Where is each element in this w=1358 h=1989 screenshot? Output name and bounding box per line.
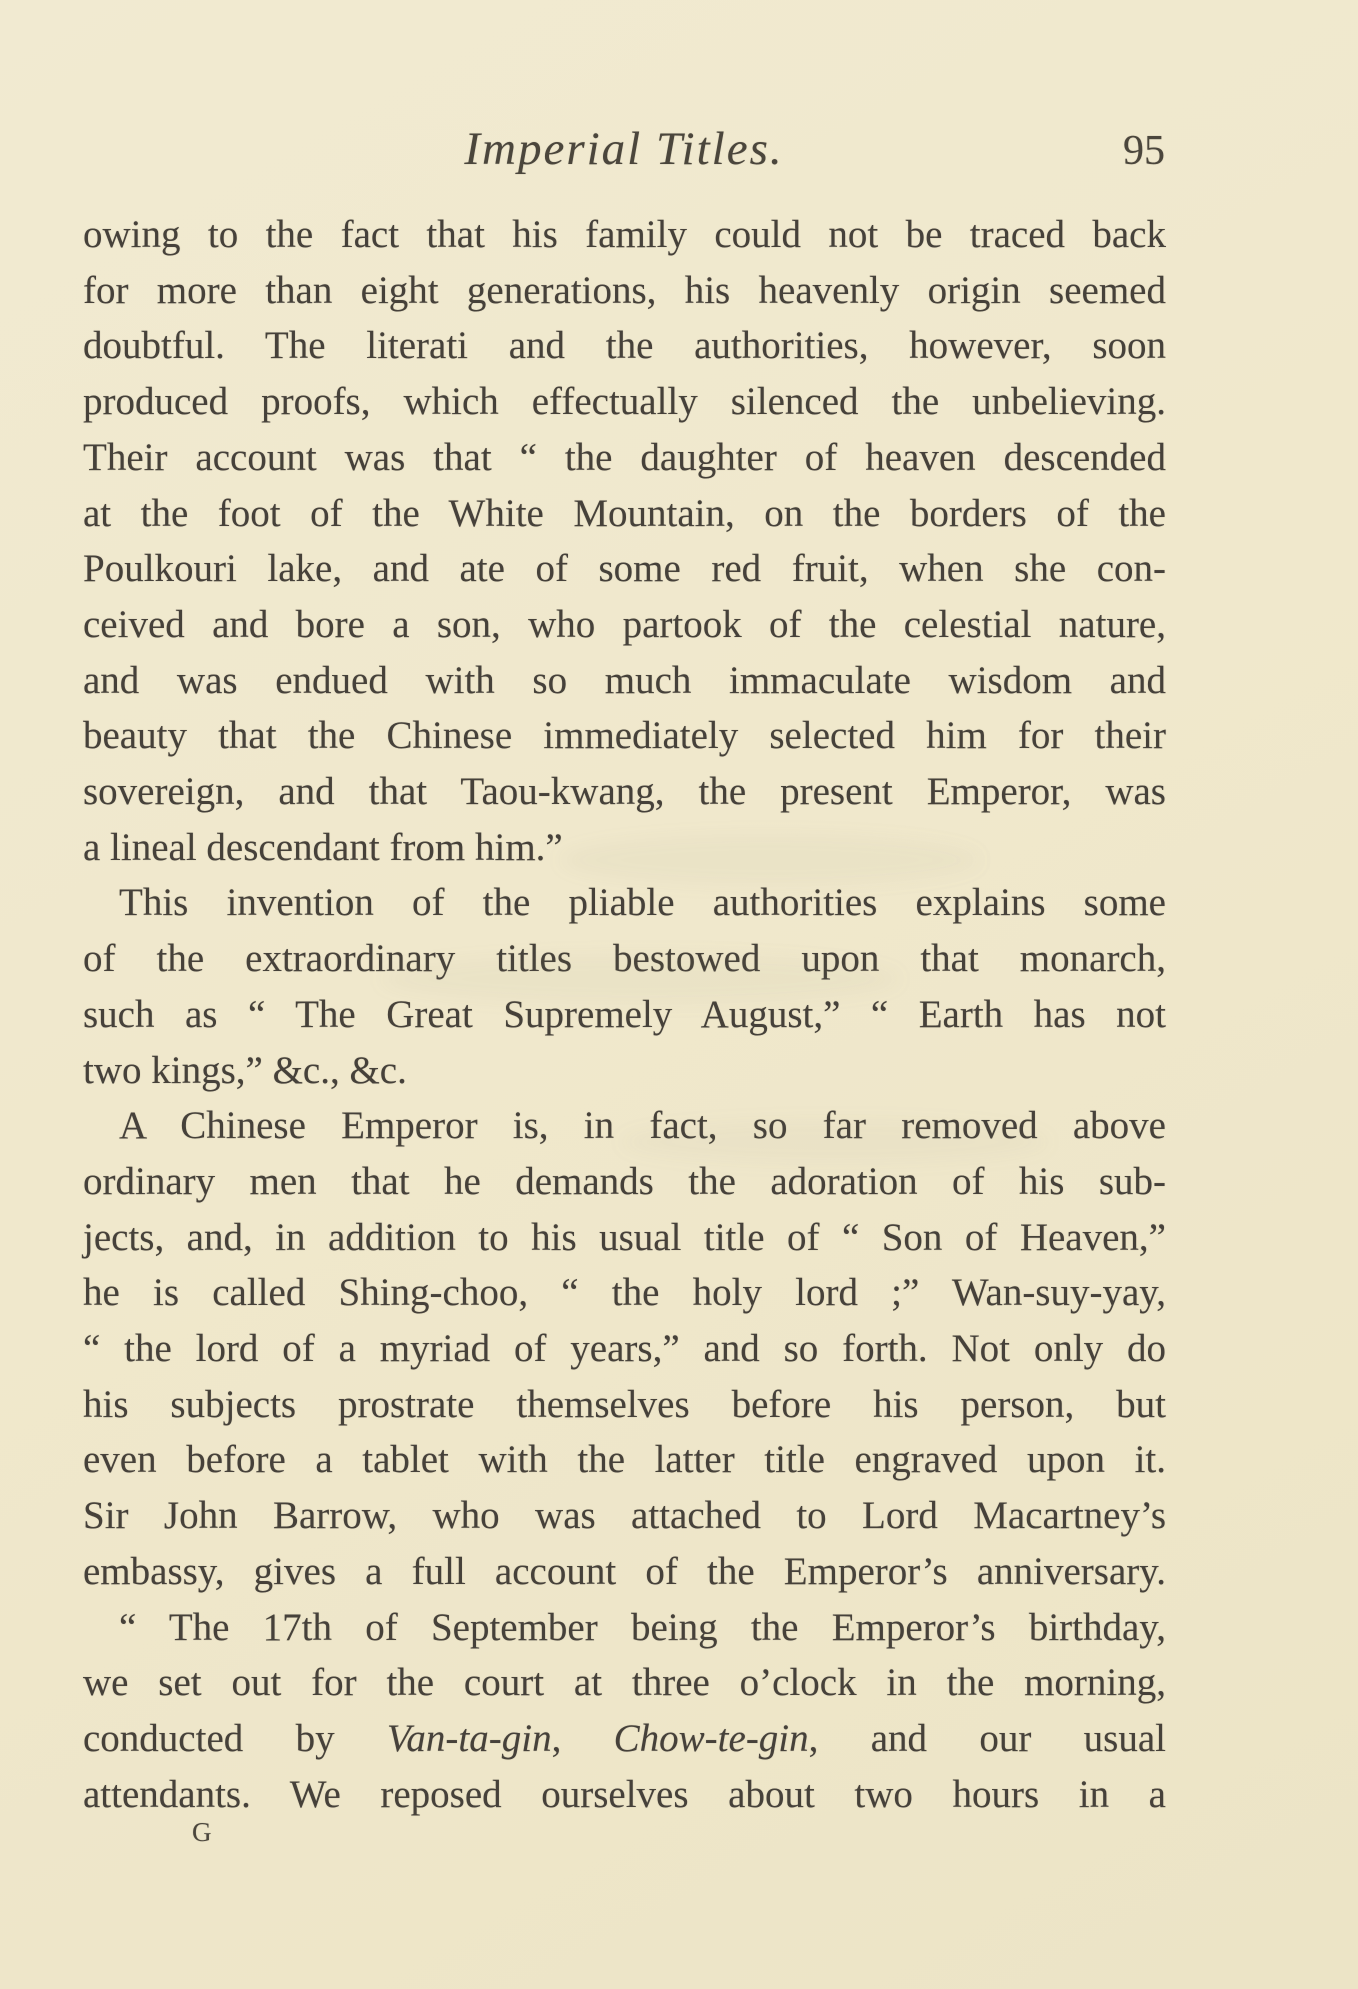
italic-text: Van-ta-gin xyxy=(386,1716,552,1760)
text-line xyxy=(83,374,1166,430)
text-segment: owing to the fact that his family could not be traced back xyxy=(83,213,1166,256)
italic-text: Chow-te-gin xyxy=(613,1716,809,1760)
text-segment: ceived and bore a son, who partook of the celestial nature, xyxy=(83,602,1166,646)
text-segment: he is called Shing-choo, “ the holy lord ;” Wan-suy-yay, xyxy=(83,1271,1166,1315)
text-line xyxy=(83,1767,1166,1823)
text-line xyxy=(83,1488,1166,1544)
text-line xyxy=(83,1544,1166,1600)
text-segment: even before a tablet with the latter title engraved upon it. xyxy=(83,1438,1166,1482)
text-segment: Sir John Barrow, who was attached to Lord Macartney’s xyxy=(83,1494,1166,1538)
text-line xyxy=(83,764,1166,820)
text-segment: sovereign, and that Taou-kwang, the present Emperor, was xyxy=(83,770,1166,814)
text-segment: conducted by xyxy=(83,1716,387,1760)
text-line xyxy=(83,931,1166,987)
text-segment: of the extraordinary titles bestowed upon that monarch, xyxy=(83,937,1166,981)
text-line xyxy=(83,541,1166,597)
text-line xyxy=(83,1210,1166,1266)
text-segment: embassy, gives a full account of the Emperor’s anniversary. xyxy=(83,1549,1166,1593)
text-segment: ordinary men that he demands the adoration of his sub- xyxy=(83,1159,1166,1203)
text-line xyxy=(83,987,1166,1043)
text-line xyxy=(83,875,1166,931)
text-segment: beauty that the Chinese immediately selected him for their xyxy=(83,714,1166,758)
text-line xyxy=(83,1043,1166,1099)
text-line xyxy=(83,1098,1166,1154)
text-segment: “ The 17th of September being the Emperor’s birthday, xyxy=(119,1605,1166,1649)
text-line xyxy=(83,1377,1166,1433)
text-line xyxy=(83,207,1166,263)
text-segment: his subjects prostrate themselves before his person, but xyxy=(83,1382,1166,1426)
text-segment: , and our usual xyxy=(808,1716,1166,1760)
text-line xyxy=(83,318,1166,374)
text-segment: Poulkouri lake, and ate of some red fruit, when she con- xyxy=(83,547,1166,591)
text-segment: doubtful. The literati and the authorities, however, soon xyxy=(83,324,1166,368)
text-line xyxy=(83,1321,1166,1377)
text-line xyxy=(83,820,1166,876)
text-line xyxy=(83,1711,1166,1767)
text-line xyxy=(83,263,1166,319)
signature-mark: G xyxy=(192,1817,212,1847)
text-line xyxy=(83,653,1166,709)
text-segment: produced proofs, which effectually silenced the unbelieving. xyxy=(83,380,1166,424)
text-segment: attendants. We reposed ourselves about two hours in a xyxy=(83,1772,1166,1816)
text-segment: A Chinese Emperor is, in fact, so far removed above xyxy=(119,1104,1166,1148)
text-segment: , xyxy=(551,1716,614,1760)
text-line xyxy=(83,597,1166,653)
text-line xyxy=(83,1432,1166,1488)
text-line xyxy=(83,1655,1166,1711)
page-text xyxy=(83,207,1166,1822)
text-line xyxy=(83,1154,1166,1210)
text-line xyxy=(83,1600,1166,1656)
text-segment: and was endued with so much immaculate wisdom and xyxy=(83,658,1166,702)
text-segment: “ the lord of a myriad of years,” and so forth. Not only do xyxy=(83,1327,1166,1371)
text-segment: Their account was that “ the daughter of heaven descended xyxy=(83,435,1166,479)
text-segment: a lineal descendant from him.” xyxy=(83,825,563,869)
text-segment: we set out for the court at three o’clock in the morning, xyxy=(83,1661,1166,1705)
running-head-title: Imperial Titles. xyxy=(464,123,784,175)
text-segment: This invention of the pliable authorities explains some xyxy=(119,881,1166,925)
text-segment: such as “ The Great Supremely August,” “ Earth has not xyxy=(83,992,1166,1036)
text-line xyxy=(83,486,1166,542)
text-line xyxy=(83,1265,1166,1321)
text-line xyxy=(83,708,1166,764)
text-segment: two kings,” &c., &c. xyxy=(83,1048,407,1092)
text-line xyxy=(83,430,1166,486)
page-number: 95 xyxy=(1123,128,1165,174)
text-segment: at the foot of the White Mountain, on the borders of the xyxy=(83,491,1166,535)
text-segment: jects, and, in addition to his usual title of “ Son of Heaven,” xyxy=(83,1215,1166,1259)
text-segment: for more than eight generations, his heavenly origin seemed xyxy=(83,268,1166,312)
